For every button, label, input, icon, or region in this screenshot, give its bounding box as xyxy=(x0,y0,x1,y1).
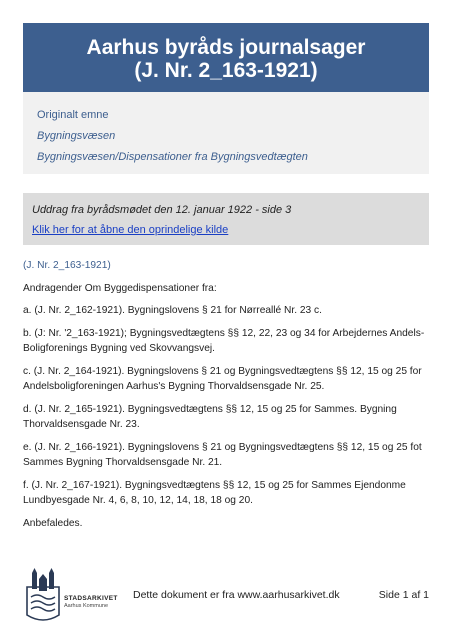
paragraph: d. (J. Nr. 2_165-1921). Bygningsvedtægtens §§ 12, 15 og 25 for Sammes. Bygning Thorvaldsensgade Nr. 23. xyxy=(23,403,397,430)
document-title-line1: Aarhus byråds journalsager xyxy=(86,36,366,59)
footer-source-text: Dette dokument er fra www.aarhusarkivet.dk xyxy=(133,589,340,601)
document-body xyxy=(23,258,431,538)
journal-reference: (J. Nr. 2_163-1921) xyxy=(23,260,111,271)
page-footer xyxy=(23,565,429,625)
paragraph: e. (J. Nr. 2_166-1921). Bygningslovens § 21 og Bygningsvedtægtens §§ 12, 15 og 25 fot Sammes Bygning Thorvaldsensgade Nr. 21. xyxy=(23,441,422,468)
logo-subtitle: Aarhus Kommune xyxy=(64,603,109,609)
paragraph: c. (J. Nr. 2_164-1921). Bygningslovens § 21 og Bygningsvedtægtens §§ 12, 15 og 25 for Andelsboligforeningen Aarhus's Bygning Thorvaldsensgade Nr. 25. xyxy=(23,365,422,392)
document-title-line2: (J. Nr. 2_163-1921) xyxy=(134,59,318,82)
page-number: Side 1 af 1 xyxy=(378,589,429,601)
paragraph: Andragender Om Byggedispensationer fra: xyxy=(23,282,217,294)
paragraph: Anbefaledes. xyxy=(23,517,83,529)
original-subject-label: Originalt emne xyxy=(37,109,109,121)
logo-name: STADSARKIVET xyxy=(64,595,118,602)
subject-panel xyxy=(23,92,429,174)
source-panel xyxy=(23,193,429,245)
sub-subject: Bygningsvæsen/Dispensationer fra Bygningsvedtægten xyxy=(37,151,308,163)
stadsarkivet-logo xyxy=(23,565,133,625)
source-excerpt: Uddrag fra byrådsmødet den 12. januar 1922 - side 3 xyxy=(32,204,292,216)
document-header xyxy=(23,23,429,92)
paragraph: b. (J: Nr. '2_163-1921); Bygningsvedtægtens §§ 12, 22, 23 og 34 for Arbejdernes Andels-Boligforenings Bygning ved Skovvangsvej. xyxy=(23,327,425,354)
paragraph: a. (J. Nr. 2_162-1921). Bygningslovens § 21 for Nørreallé Nr. 23 c. xyxy=(23,305,322,316)
city-seal-icon xyxy=(23,565,63,623)
original-source-link[interactable]: Klik her for at åbne den oprindelige kilde xyxy=(32,224,229,236)
subject: Bygningsvæsen xyxy=(37,130,116,142)
paragraph: f. (J. Nr. 2_167-1921). Bygningsvedtægtens §§ 12, 15 og 25 for Sammes Ejendonme Lundbyesgade Nr. 4, 6, 8, 10, 12, 14, 18, 18 og 20. xyxy=(23,479,406,506)
